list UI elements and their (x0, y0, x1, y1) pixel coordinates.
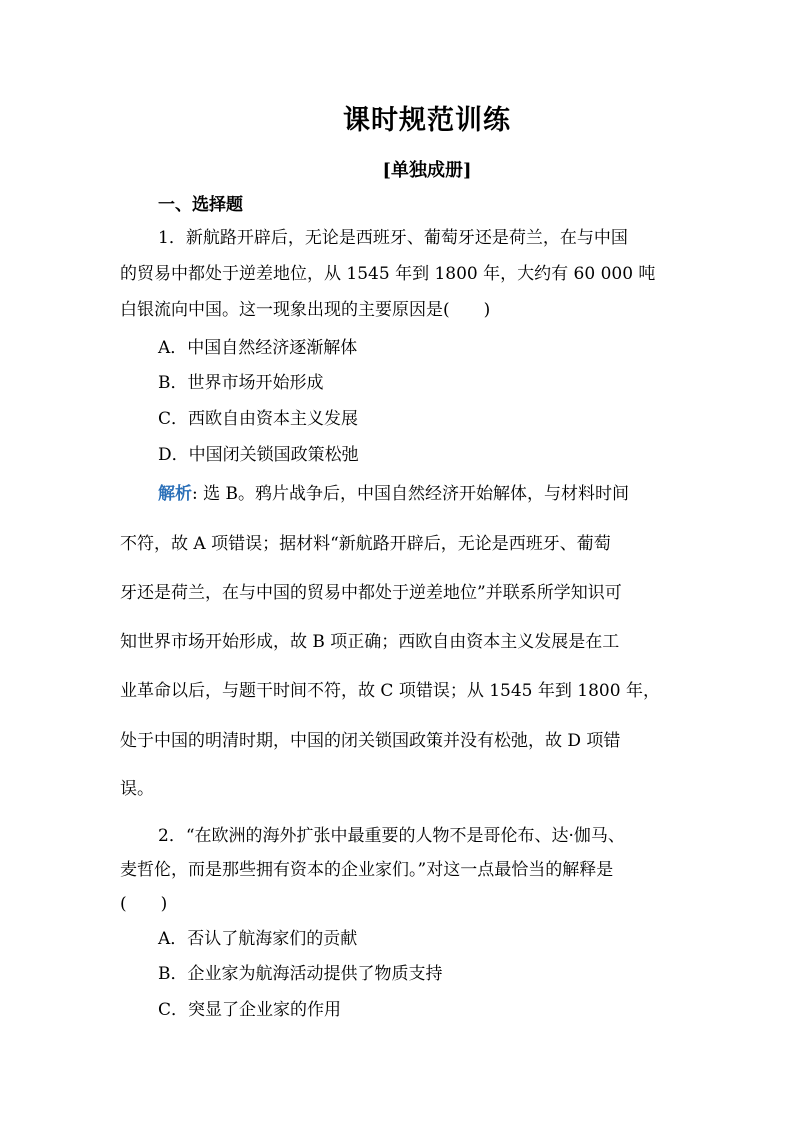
q2-line-1: 2．“在欧洲的海外扩张中最重要的人物不是哥伦布、达·伽马、 (158, 826, 625, 846)
analysis-first-text: : 选 B。鸦片战争后，中国自然经济开始解体，与材料时间 (192, 484, 630, 504)
page-title: 课时规范训练 (343, 105, 511, 136)
q1-option-d: D．中国闭关锁国政策松弛 (158, 445, 359, 465)
q2-option-c: C．突显了企业家的作用 (158, 1000, 342, 1020)
page-subtitle: [单独成册] (382, 160, 472, 181)
q1-option-c: C．西欧自由资本主义发展 (158, 409, 359, 429)
q1-line-3: 白银流向中国。这一现象出现的主要原因是( ) (120, 300, 491, 320)
q1-option-a: A．中国自然经济逐渐解体 (158, 338, 358, 358)
q1-analysis-line-6: 处于中国的明清时期，中国的闭关锁国政策并没有松弛，故 D 项错 (120, 731, 621, 751)
q1-analysis-line-3: 牙还是荷兰，在与中国的贸易中都处于逆差地位”并联系所学知识可 (120, 583, 622, 603)
q1-line-2: 的贸易中都处于逆差地位，从 1545 年到 1800 年，大约有 60 000 吨 (120, 264, 656, 284)
q1-option-b: B．世界市场开始形成 (158, 373, 324, 393)
q2-line-3: ( ) (120, 894, 168, 914)
q2-option-b: B．企业家为航海活动提供了物质支持 (158, 964, 443, 984)
q1-analysis-first (158, 486, 629, 503)
q2-option-a: A．否认了航海家们的贡献 (158, 929, 358, 949)
q1-analysis-line-2: 不符，故 A 项错误；据材料“新航路开辟后，无论是西班牙、葡萄 (120, 534, 611, 554)
q1-analysis-line-7: 误。 (120, 779, 154, 799)
section-heading: 一、选择题 (158, 195, 243, 215)
analysis-label: 解析 (158, 484, 192, 504)
q1-analysis-line-5: 业革命以后，与题干时间不符，故 C 项错误；从 1545 年到 1800 年， (120, 681, 660, 701)
q1-line-1: 1．新航路开辟后，无论是西班牙、葡萄牙还是荷兰，在与中国 (158, 228, 628, 248)
q2-line-2: 麦哲伦，而是那些拥有资本的企业家们。”对这一点最恰当的解释是 (120, 860, 614, 880)
q1-analysis-line-4: 知世界市场开始形成，故 B 项正确；西欧自由资本主义发展是在工 (120, 632, 620, 652)
